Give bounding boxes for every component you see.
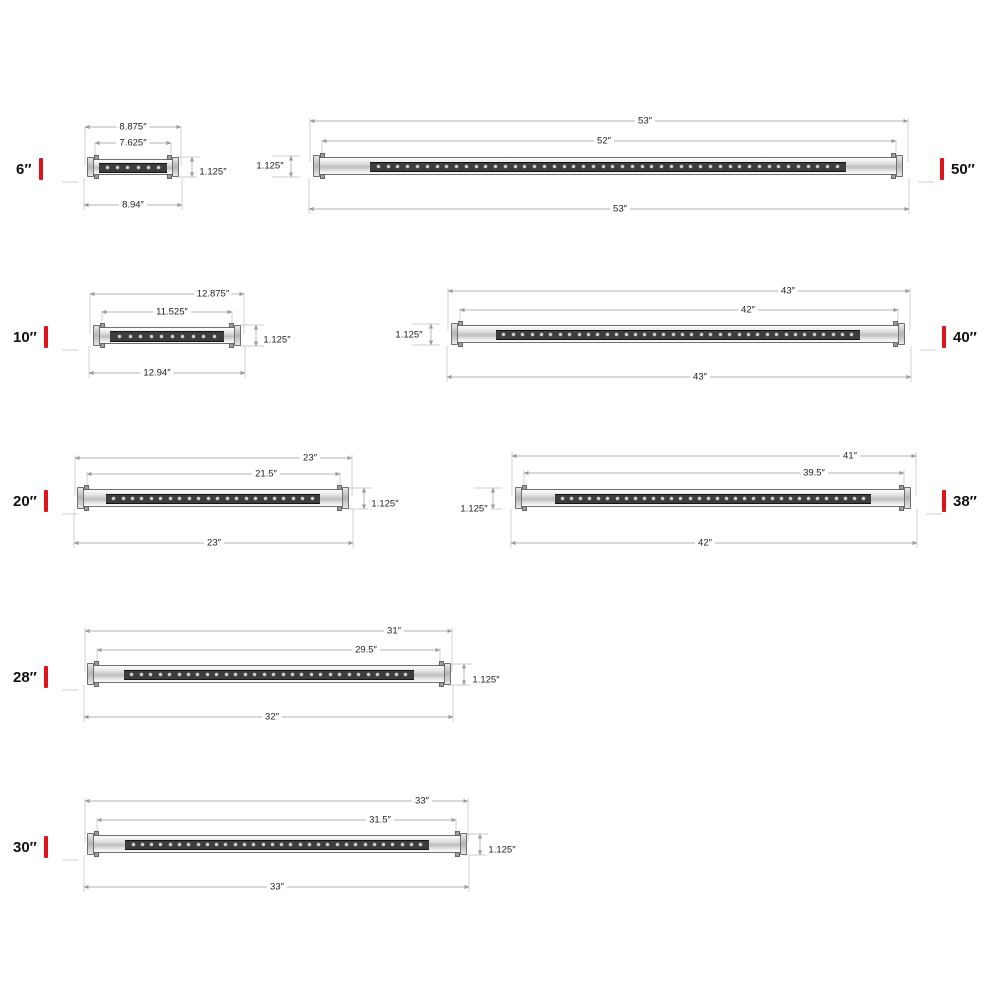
end-cap-right (898, 323, 905, 345)
dim-20in-top-inner: 21.5″ (252, 469, 280, 479)
dim-6in-top-outer: 8.875″ (116, 122, 149, 132)
dim-10in-top-inner: 11.525″ (153, 307, 191, 317)
mount-bracket (458, 342, 463, 347)
size-label-38in (942, 490, 977, 512)
size-label-6in (16, 158, 43, 180)
dim-10in-bottom: 12.94″ (140, 368, 173, 378)
size-label-28in (13, 666, 48, 688)
light-bar-38in (520, 489, 906, 507)
dim-50in-bottom: 53″ (610, 204, 630, 214)
mount-bracket (439, 661, 444, 666)
dim-30in-bottom: 33″ (267, 882, 287, 892)
dim-50in-top-inner: 52″ (594, 136, 614, 146)
end-cap-left (313, 155, 320, 177)
mount-bracket (522, 506, 527, 511)
accent-bar-28in (44, 666, 48, 688)
end-cap-left (77, 487, 84, 509)
dim-6in-height: 1.125″ (196, 167, 229, 177)
size-label-20in (13, 490, 48, 512)
mount-bracket (439, 682, 444, 687)
led (137, 166, 140, 169)
end-cap-right (342, 487, 349, 509)
accent-bar-20in (44, 490, 48, 512)
dim-30in-top-inner: 31.5″ (366, 815, 394, 825)
end-cap-left (451, 323, 458, 345)
dim-28in-height: 1.125″ (469, 675, 502, 685)
dim-28in-top-outer: 31″ (384, 626, 404, 636)
led-row (496, 331, 860, 340)
led-row (370, 163, 846, 172)
light-bar-10in (98, 327, 236, 344)
dim-20in-bottom: 23″ (204, 538, 224, 548)
dim-30in-height: 1.125″ (485, 845, 518, 855)
light-bar-50in (318, 157, 898, 175)
end-cap-left (515, 487, 522, 509)
end-cap-left (87, 663, 94, 685)
mount-bracket (100, 323, 105, 328)
light-bar-lens (106, 494, 321, 505)
size-label-30in (13, 836, 48, 858)
mount-bracket (94, 661, 99, 666)
light-bar-28in (92, 665, 446, 683)
led-row (110, 332, 223, 340)
accent-bar-50in (940, 158, 944, 180)
led-row (125, 841, 428, 850)
dim-6in-top-inner: 7.625″ (116, 138, 149, 148)
light-bar-lens (125, 840, 428, 851)
light-bar-lens (370, 162, 846, 173)
mount-bracket (455, 831, 460, 836)
light-bar-20in (82, 489, 344, 507)
end-cap-right (444, 663, 451, 685)
dim-28in-top-inner: 29.5″ (352, 645, 380, 655)
mount-bracket (84, 485, 89, 490)
led (116, 166, 119, 169)
mount-bracket (891, 153, 896, 158)
end-cap-right (896, 155, 903, 177)
dim-50in-height: 1.125″ (253, 161, 286, 171)
mount-bracket (893, 321, 898, 326)
size-label-40in-text: 40″ (953, 328, 977, 346)
size-label-10in (13, 326, 48, 348)
led-row (124, 671, 414, 680)
size-label-6in-text: 6″ (16, 160, 32, 178)
dim-20in-height: 1.125″ (368, 499, 401, 509)
dim-38in-top-outer: 41″ (840, 451, 860, 461)
accent-bar-10in (44, 326, 48, 348)
mount-bracket (320, 174, 325, 179)
led-row (555, 495, 872, 504)
end-cap-right (234, 325, 241, 346)
led (106, 166, 109, 169)
dim-38in-height: 1.125″ (457, 504, 490, 514)
mount-bracket (337, 506, 342, 511)
mount-bracket (455, 852, 460, 857)
mount-bracket (167, 174, 172, 179)
light-bar-30in (92, 835, 462, 853)
end-cap-right (904, 487, 911, 509)
mount-bracket (899, 485, 904, 490)
light-bar-lens (110, 331, 223, 341)
mount-bracket (893, 342, 898, 347)
size-label-50in (940, 158, 975, 180)
mount-bracket (94, 831, 99, 836)
dim-40in-top-outer: 43″ (778, 286, 798, 296)
light-bar-6in (92, 159, 174, 175)
mount-bracket (320, 153, 325, 158)
size-label-50in-text: 50″ (951, 160, 975, 178)
dim-10in-height: 1.125″ (260, 335, 293, 345)
light-bar-lens (124, 670, 414, 681)
end-cap-left (87, 833, 94, 855)
dim-40in-height: 1.125″ (392, 330, 425, 340)
mount-bracket (229, 323, 234, 328)
dim-50in-top-outer: 53″ (635, 116, 655, 126)
end-cap-left (87, 157, 94, 177)
size-label-28in-text: 28″ (13, 668, 37, 686)
dim-38in-top-inner: 39.5″ (800, 468, 828, 478)
mount-bracket (94, 682, 99, 687)
dim-30in-top-outer: 33″ (412, 796, 432, 806)
led (126, 166, 129, 169)
mount-bracket (94, 174, 99, 179)
led-row (106, 495, 321, 504)
dim-40in-bottom: 43″ (690, 372, 710, 382)
led (157, 166, 160, 169)
mount-bracket (899, 506, 904, 511)
dim-38in-bottom: 42″ (695, 538, 715, 548)
size-label-20in-text: 20″ (13, 492, 37, 510)
size-label-10in-text: 10″ (13, 328, 37, 346)
accent-bar-30in (44, 836, 48, 858)
accent-bar-38in (942, 490, 946, 512)
mount-bracket (522, 485, 527, 490)
led-row (99, 164, 166, 172)
dim-40in-top-inner: 42″ (738, 305, 758, 315)
mount-bracket (337, 485, 342, 490)
accent-bar-40in (942, 326, 946, 348)
mount-bracket (458, 321, 463, 326)
dim-6in-bottom: 8.94″ (119, 200, 147, 210)
end-cap-left (93, 325, 100, 346)
mount-bracket (229, 343, 234, 348)
light-bar-40in (456, 325, 900, 343)
light-bar-lens (496, 330, 860, 341)
mount-bracket (167, 155, 172, 160)
mount-bracket (94, 155, 99, 160)
led (147, 166, 150, 169)
end-cap-right (172, 157, 179, 177)
end-cap-right (460, 833, 467, 855)
mount-bracket (94, 852, 99, 857)
light-bar-lens (99, 163, 166, 173)
dim-20in-top-outer: 23″ (300, 453, 320, 463)
light-bar-lens (555, 494, 872, 505)
mount-bracket (891, 174, 896, 179)
accent-bar-6in (39, 158, 43, 180)
dim-10in-top-outer: 12.875″ (194, 289, 232, 299)
mount-bracket (100, 343, 105, 348)
dim-28in-bottom: 32″ (262, 712, 282, 722)
size-label-40in (942, 326, 977, 348)
size-label-30in-text: 30″ (13, 838, 37, 856)
mount-bracket (84, 506, 89, 511)
size-label-38in-text: 38″ (953, 492, 977, 510)
